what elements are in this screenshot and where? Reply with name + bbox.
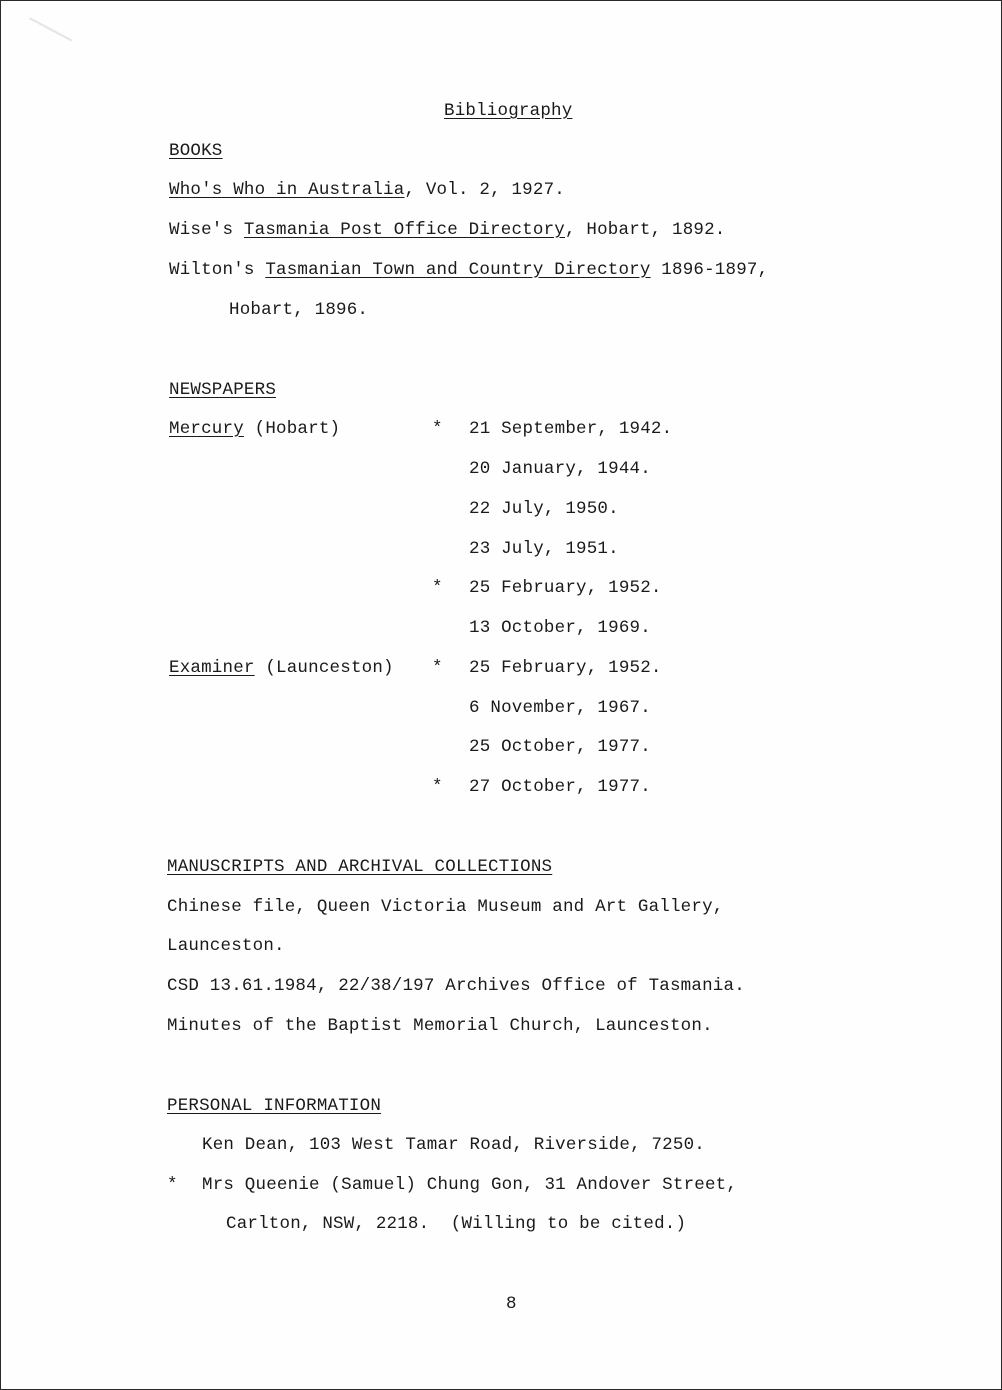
book-publisher: Wilton's	[169, 260, 266, 280]
newspaper-name: Mercury	[169, 419, 244, 439]
date-star: *	[432, 658, 443, 678]
manuscripts-heading: MANUSCRIPTS AND ARCHIVAL COLLECTIONS	[167, 857, 553, 877]
book-details: , Hobart, 1892.	[564, 220, 726, 240]
newspaper-date: 27 October, 1977.	[469, 777, 651, 797]
newspaper-name: Examiner	[169, 658, 255, 678]
book-details: , Vol. 2, 1927.	[404, 180, 565, 200]
books-heading: BOOKS	[169, 141, 223, 161]
date-star: *	[432, 578, 443, 598]
manuscript-line: CSD 13.61.1984, 22/38/197 Archives Office of Tasmania.	[167, 976, 745, 996]
page-number: 8	[506, 1294, 517, 1314]
book-entry	[169, 179, 565, 201]
date-star: *	[432, 777, 443, 797]
newspaper-date: 21 September, 1942.	[469, 419, 673, 439]
manuscript-line: Launceston.	[167, 936, 285, 956]
book-entry	[169, 259, 768, 281]
book-title: Tasmanian Town and Country Directory	[265, 260, 651, 280]
manuscript-line: Minutes of the Baptist Memorial Church, Launceston.	[167, 1016, 713, 1036]
book-publisher: Wise's	[169, 220, 244, 240]
newspaper-examiner	[169, 657, 394, 679]
newspaper-place: (Hobart)	[243, 419, 341, 439]
page-title: Bibliography	[444, 101, 573, 121]
newspaper-date: 22 July, 1950.	[469, 499, 619, 519]
book-entry-continuation: Hobart, 1896.	[229, 300, 369, 320]
personal-entry-continuation: Carlton, NSW, 2218. (Willing to be cited.)	[226, 1214, 687, 1234]
book-title: Who's Who in Australia	[169, 180, 405, 200]
entry-star: *	[167, 1175, 178, 1195]
book-title: Tasmania Post Office Directory	[243, 220, 565, 240]
newspaper-mercury	[169, 418, 340, 440]
newspapers-heading: NEWSPAPERS	[169, 380, 277, 400]
newspaper-date: 25 October, 1977.	[469, 737, 651, 757]
book-entry	[169, 219, 726, 241]
scan-artifact	[18, 17, 73, 62]
newspaper-date: 6 November, 1967.	[469, 698, 651, 718]
personal-entry: Mrs Queenie (Samuel) Chung Gon, 31 Andover Street,	[202, 1175, 738, 1195]
newspaper-place: (Launceston)	[254, 658, 394, 678]
newspaper-date: 25 February, 1952.	[469, 658, 662, 678]
newspaper-date: 20 January, 1944.	[469, 459, 651, 479]
manuscript-line: Chinese file, Queen Victoria Museum and Art Gallery,	[167, 897, 724, 917]
newspaper-date: 23 July, 1951.	[469, 539, 619, 559]
personal-entry: Ken Dean, 103 West Tamar Road, Riverside, 7250.	[202, 1135, 705, 1155]
newspaper-date: 13 October, 1969.	[469, 618, 651, 638]
date-star: *	[432, 419, 443, 439]
personal-heading: PERSONAL INFORMATION	[167, 1096, 382, 1116]
newspaper-date: 25 February, 1952.	[469, 578, 662, 598]
book-details: 1896-1897,	[650, 260, 769, 280]
